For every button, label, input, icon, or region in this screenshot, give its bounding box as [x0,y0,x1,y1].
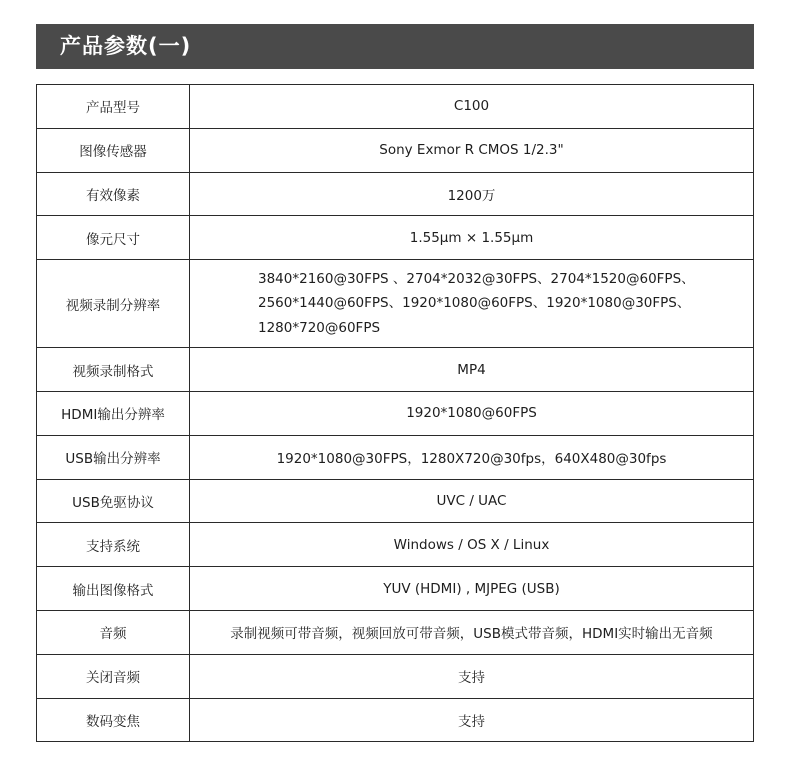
table-row [37,523,754,567]
spec-table [36,84,754,742]
spec-label: 支持系统 [37,523,190,567]
table-row [37,128,754,172]
table-row [37,610,754,654]
section-title: 产品参数(一) [60,34,192,58]
spec-label: 输出图像格式 [37,567,190,611]
spec-value: 录制视频可带音频，视频回放可带音频，USB模式带音频，HDMI实时输出无音频 [190,610,754,654]
section-header [36,24,754,69]
spec-label: 有效像素 [37,172,190,216]
spec-value: 1920*1080@60FPS [190,391,754,435]
table-row [37,567,754,611]
table-row [37,479,754,523]
table-row [37,348,754,392]
table-row [37,172,754,216]
spec-value: C100 [190,85,754,129]
spec-label: 图像传感器 [37,128,190,172]
table-row [37,435,754,479]
spec-label: 视频录制格式 [37,348,190,392]
spec-label: 视频录制分辨率 [37,260,190,348]
spec-value: Sony Exmor R CMOS 1/2.3" [190,128,754,172]
spec-value: 支持 [190,698,754,742]
spec-label: 产品型号 [37,85,190,129]
spec-value-line: 3840*2160@30FPS 、2704*2032@30FPS、2704*1520@60FPS、 [258,270,695,287]
spec-value [190,260,754,348]
spec-label: 音频 [37,610,190,654]
table-row [37,391,754,435]
table-row [37,216,754,260]
spec-value-line: 2560*1440@60FPS、1920*1080@60FPS、1920*1080@30FPS、 [258,295,691,312]
spec-label: HDMI输出分辨率 [37,391,190,435]
spec-value: YUV (HDMI) , MJPEG (USB) [190,567,754,611]
spec-value: UVC / UAC [190,479,754,523]
spec-label: USB输出分辨率 [37,435,190,479]
spec-label: 像元尺寸 [37,216,190,260]
table-row [37,85,754,129]
spec-value: MP4 [190,348,754,392]
table-row [37,654,754,698]
spec-label: 数码变焦 [37,698,190,742]
spec-label: USB免驱协议 [37,479,190,523]
spec-value-line: 1280*720@60FPS [258,319,381,336]
spec-value: 1.55µm × 1.55µm [190,216,754,260]
table-row [37,260,754,348]
spec-label: 关闭音频 [37,654,190,698]
spec-value: 1200万 [190,172,754,216]
spec-value: 支持 [190,654,754,698]
spec-value: 1920*1080@30FPS，1280X720@30fps，640X480@30fps [190,435,754,479]
spec-value: Windows / OS X / Linux [190,523,754,567]
table-row [37,698,754,742]
